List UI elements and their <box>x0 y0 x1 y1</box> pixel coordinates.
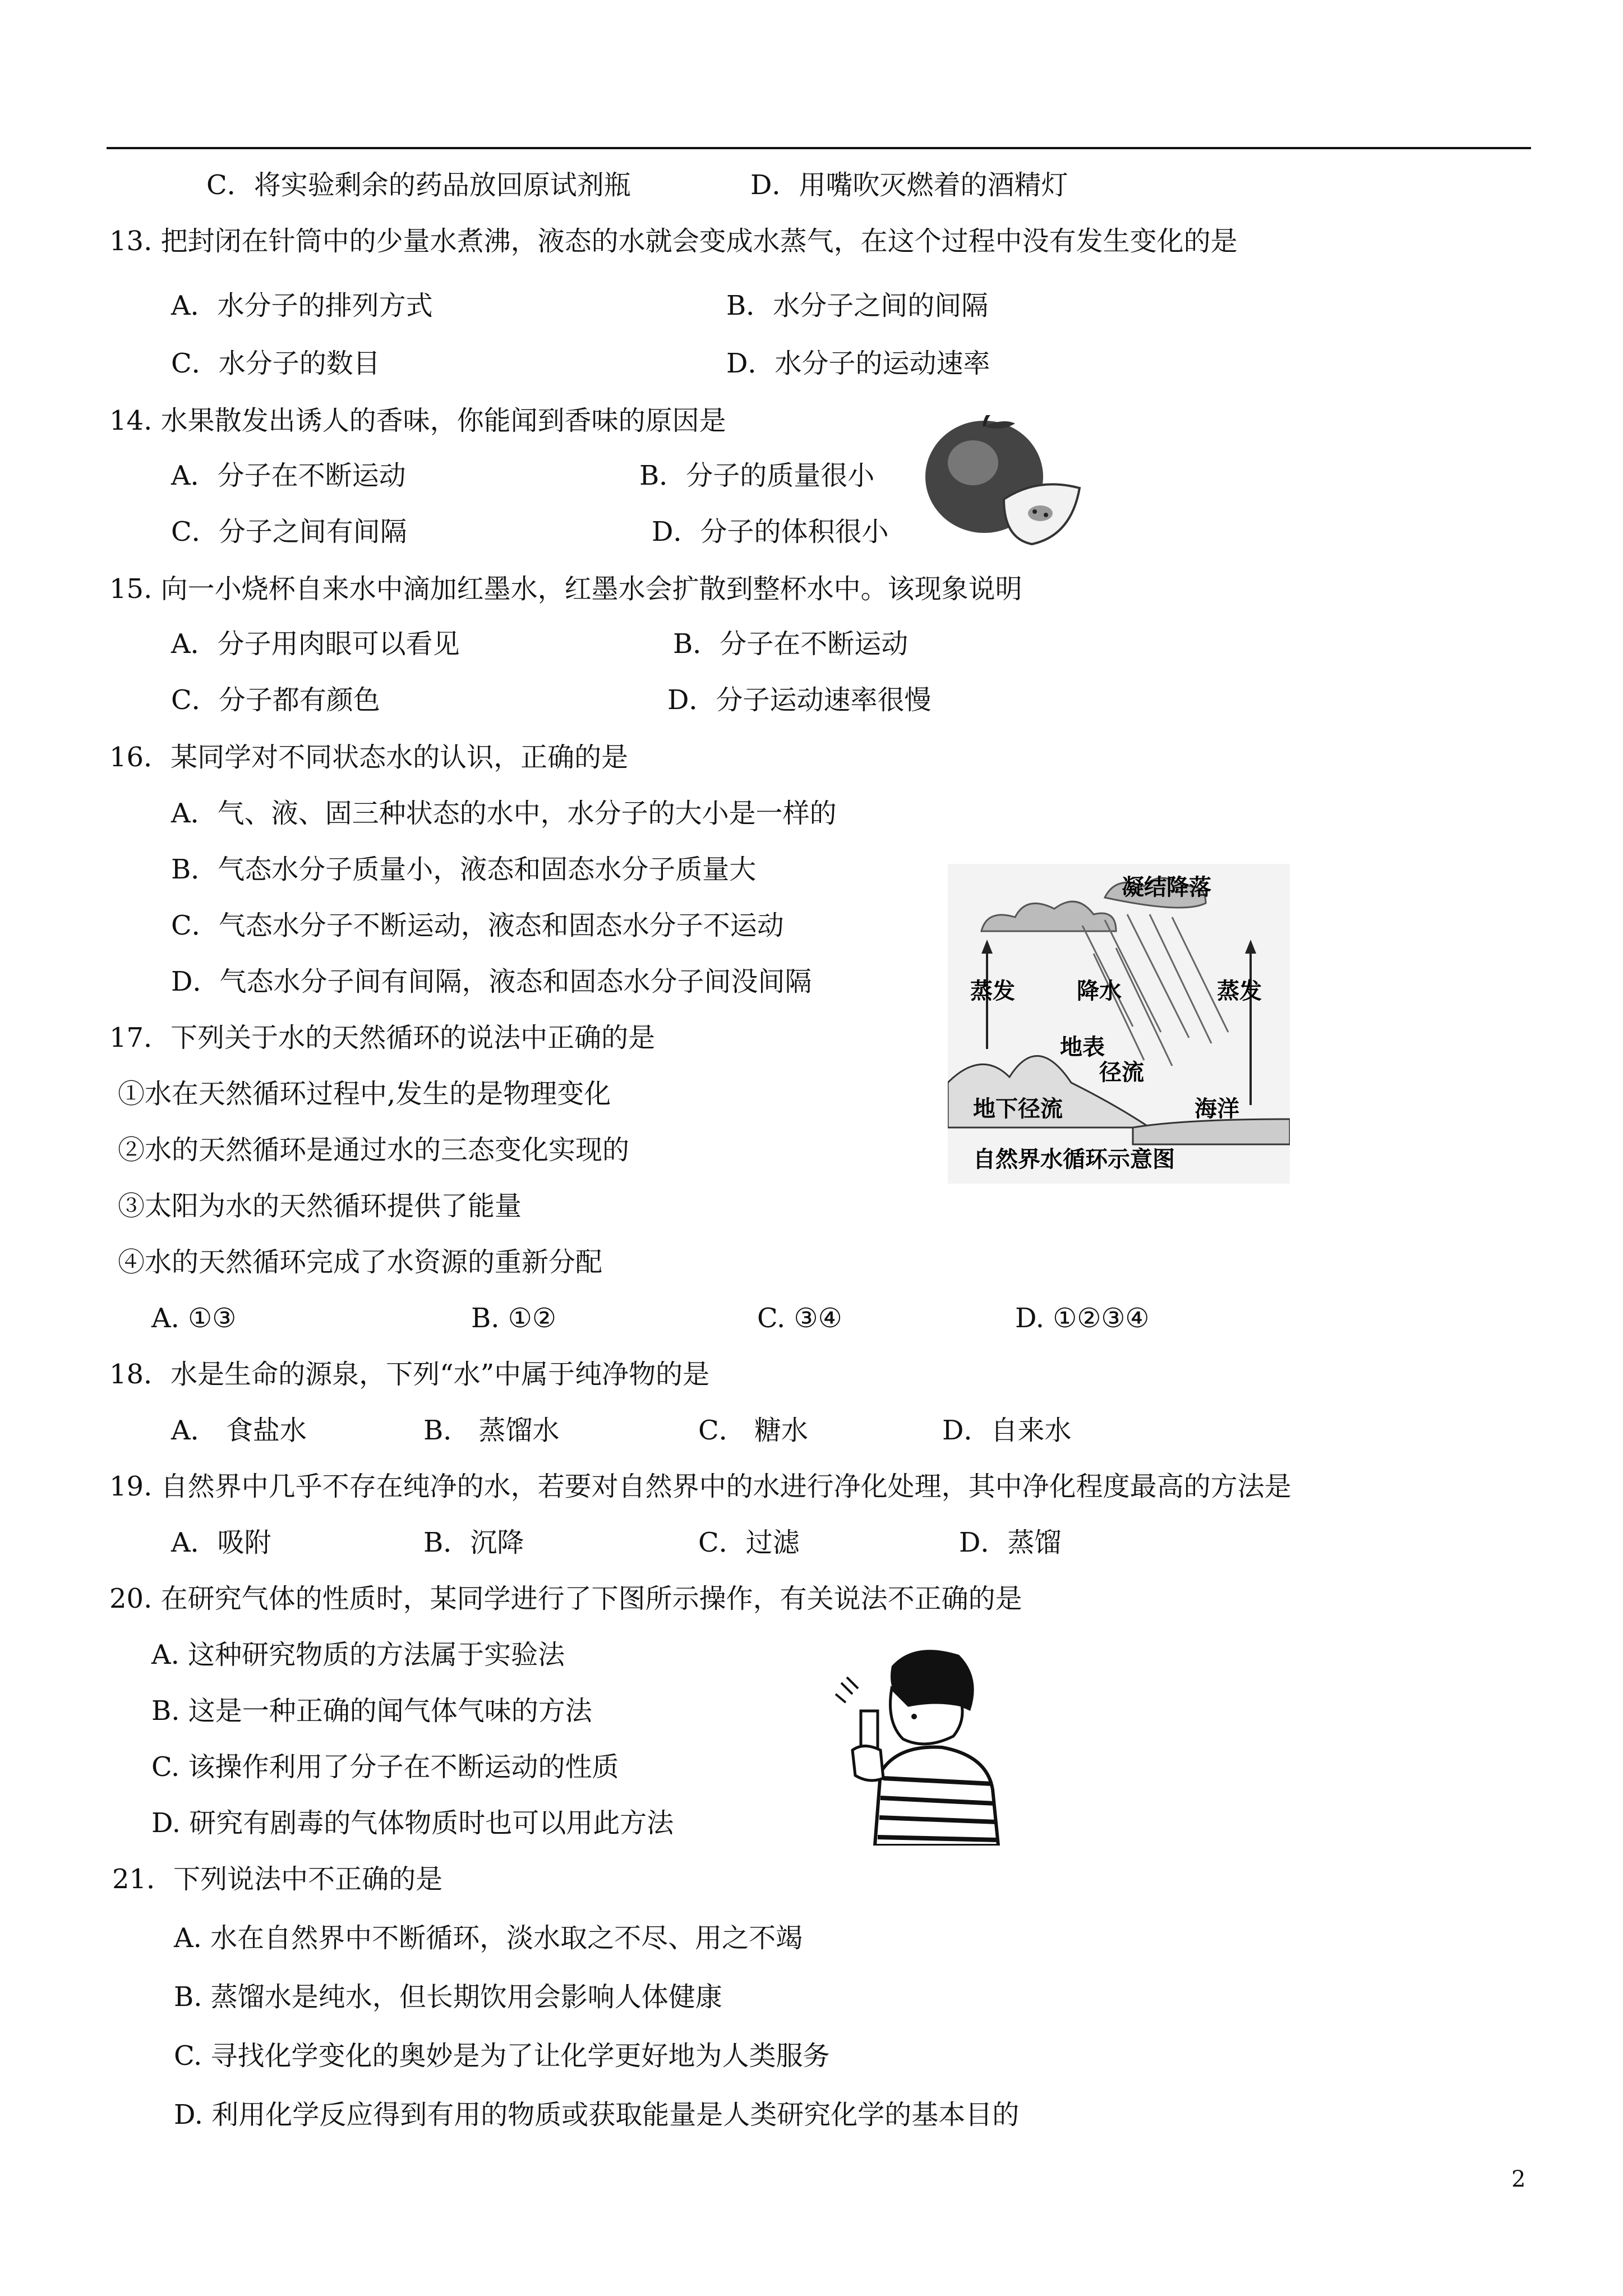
q21-stem: 21．下列说法中不正确的是 <box>112 1864 443 1895</box>
q14-option-c: C．分子之间有间隔 <box>171 516 407 547</box>
q19-option-b: B．沉降 <box>423 1527 524 1558</box>
q18-option-a: A． 食盐水 <box>171 1415 307 1446</box>
apple-image <box>920 415 1082 550</box>
label-evaporation-right: 蒸发 <box>1217 978 1262 1004</box>
q15-option-a: A．分子用肉眼可以看见 <box>171 628 460 660</box>
q13-option-c: C．水分子的数目 <box>171 348 380 379</box>
q17-option-d: D. ①②③④ <box>1015 1303 1150 1334</box>
q20-stem: 20. 在研究气体的性质时，某同学进行了下图所示操作，有关说法不正确的是 <box>109 1583 1022 1614</box>
q17-statement-1: ①水在天然循环过程中,发生的是物理变化 <box>118 1078 611 1110</box>
q20-option-a: A. 这种研究物质的方法属于实验法 <box>151 1639 565 1671</box>
label-ocean: 海洋 <box>1195 1096 1239 1122</box>
q14-option-d: D．分子的体积很小 <box>652 516 889 547</box>
q13-option-a: A．水分子的排列方式 <box>171 290 433 321</box>
q13-option-b: B．水分子之间的间隔 <box>726 290 989 321</box>
water-cycle-diagram <box>948 864 1290 1184</box>
q15-stem: 15. 向一小烧杯自来水中滴加红墨水，红墨水会扩散到整杯水中。该现象说明 <box>109 573 1022 605</box>
q21-option-c: C. 寻找化学变化的奥妙是为了让化学更好地为人类服务 <box>174 2040 830 2072</box>
q14-option-b: B．分子的质量很小 <box>639 460 875 491</box>
q16-option-c: C．气态水分子不断运动，液态和固态水分子不运动 <box>171 910 784 941</box>
q15-option-c: C．分子都有颜色 <box>171 684 380 716</box>
q19-stem: 19. 自然界中几乎不存在纯净的水，若要对自然界中的水进行净化处理，其中净化程度最高的方法是 <box>109 1471 1292 1502</box>
q17-option-a: A. ①③ <box>151 1303 237 1334</box>
q15-option-b: B．分子在不断运动 <box>673 628 909 660</box>
header-rule <box>107 147 1531 149</box>
q19-option-c: C．过滤 <box>698 1527 800 1558</box>
q16-stem: 16．某同学对不同状态水的认识，正确的是 <box>109 742 629 773</box>
q14-option-a: A．分子在不断运动 <box>171 460 406 491</box>
label-runoff: 径流 <box>1099 1060 1144 1085</box>
label-evaporation-left: 蒸发 <box>970 978 1015 1004</box>
label-groundwater: 地下径流 <box>973 1096 1063 1122</box>
q16-option-b: B．气态水分子质量小，液态和固态水分子质量大 <box>171 854 757 885</box>
q20-option-d: D. 研究有剧毒的气体物质时也可以用此方法 <box>151 1807 674 1839</box>
q17-statement-2: ②水的天然循环是通过水的三态变化实现的 <box>118 1134 630 1166</box>
q14-stem: 14. 水果散发出诱人的香味，你能闻到香味的原因是 <box>109 405 726 436</box>
q17-option-b: B. ①② <box>471 1303 556 1334</box>
q13-stem: 13. 把封闭在针筒中的少量水煮沸，液态的水就会变成水蒸气，在这个过程中没有发生变化的是 <box>109 226 1238 257</box>
q16-option-a: A．气、液、固三种状态的水中，水分子的大小是一样的 <box>171 798 837 829</box>
q18-option-b: B． 蒸馏水 <box>423 1415 560 1446</box>
figure-caption: 自然界水循环示意图 <box>973 1147 1175 1172</box>
q20-option-b: B. 这是一种正确的闻气体气味的方法 <box>151 1695 592 1727</box>
q17-stem: 17．下列关于水的天然循环的说法中正确的是 <box>109 1022 656 1053</box>
q21-option-d: D. 利用化学反应得到有用的物质或获取能量是人类研究化学的基本目的 <box>174 2099 1020 2131</box>
q20-option-c: C. 该操作利用了分子在不断运动的性质 <box>151 1751 619 1783</box>
q21-option-a: A. 水在自然界中不断循环，淡水取之不尽、用之不竭 <box>174 1922 803 1954</box>
q18-option-c: C． 糖水 <box>698 1415 808 1446</box>
label-condense: 凝结降落 <box>1122 875 1211 900</box>
q18-option-d: D．自来水 <box>942 1415 1072 1446</box>
q17-statement-3: ③太阳为水的天然循环提供了能量 <box>118 1190 522 1222</box>
q17-option-c: C. ③④ <box>757 1303 842 1334</box>
page-number: 2 <box>1511 2166 1526 2192</box>
q19-option-d: D．蒸馏 <box>959 1527 1062 1558</box>
q13-option-d: D．水分子的运动速率 <box>726 348 990 379</box>
q18-stem: 18．水是生命的源泉，下列“水”中属于纯净物的是 <box>109 1359 710 1390</box>
q15-option-d: D．分子运动速率很慢 <box>667 684 932 716</box>
q17-statement-4: ④水的天然循环完成了水资源的重新分配 <box>118 1246 603 1278</box>
smelling-gas-illustration <box>830 1644 1009 1846</box>
label-surface: 地表 <box>1060 1034 1105 1060</box>
q16-option-d: D．气态水分子间有间隔，液态和固态水分子间没间隔 <box>171 966 812 997</box>
q19-option-a: A．吸附 <box>171 1527 271 1558</box>
q21-option-b: B. 蒸馏水是纯水，但长期饮用会影响人体健康 <box>174 1981 722 2013</box>
q12-option-c: C．将实验剩余的药品放回原试剂瓶 <box>206 169 631 201</box>
q12-option-d: D．用嘴吹灭燃着的酒精灯 <box>750 169 1068 201</box>
label-precipitation: 降水 <box>1077 978 1122 1004</box>
